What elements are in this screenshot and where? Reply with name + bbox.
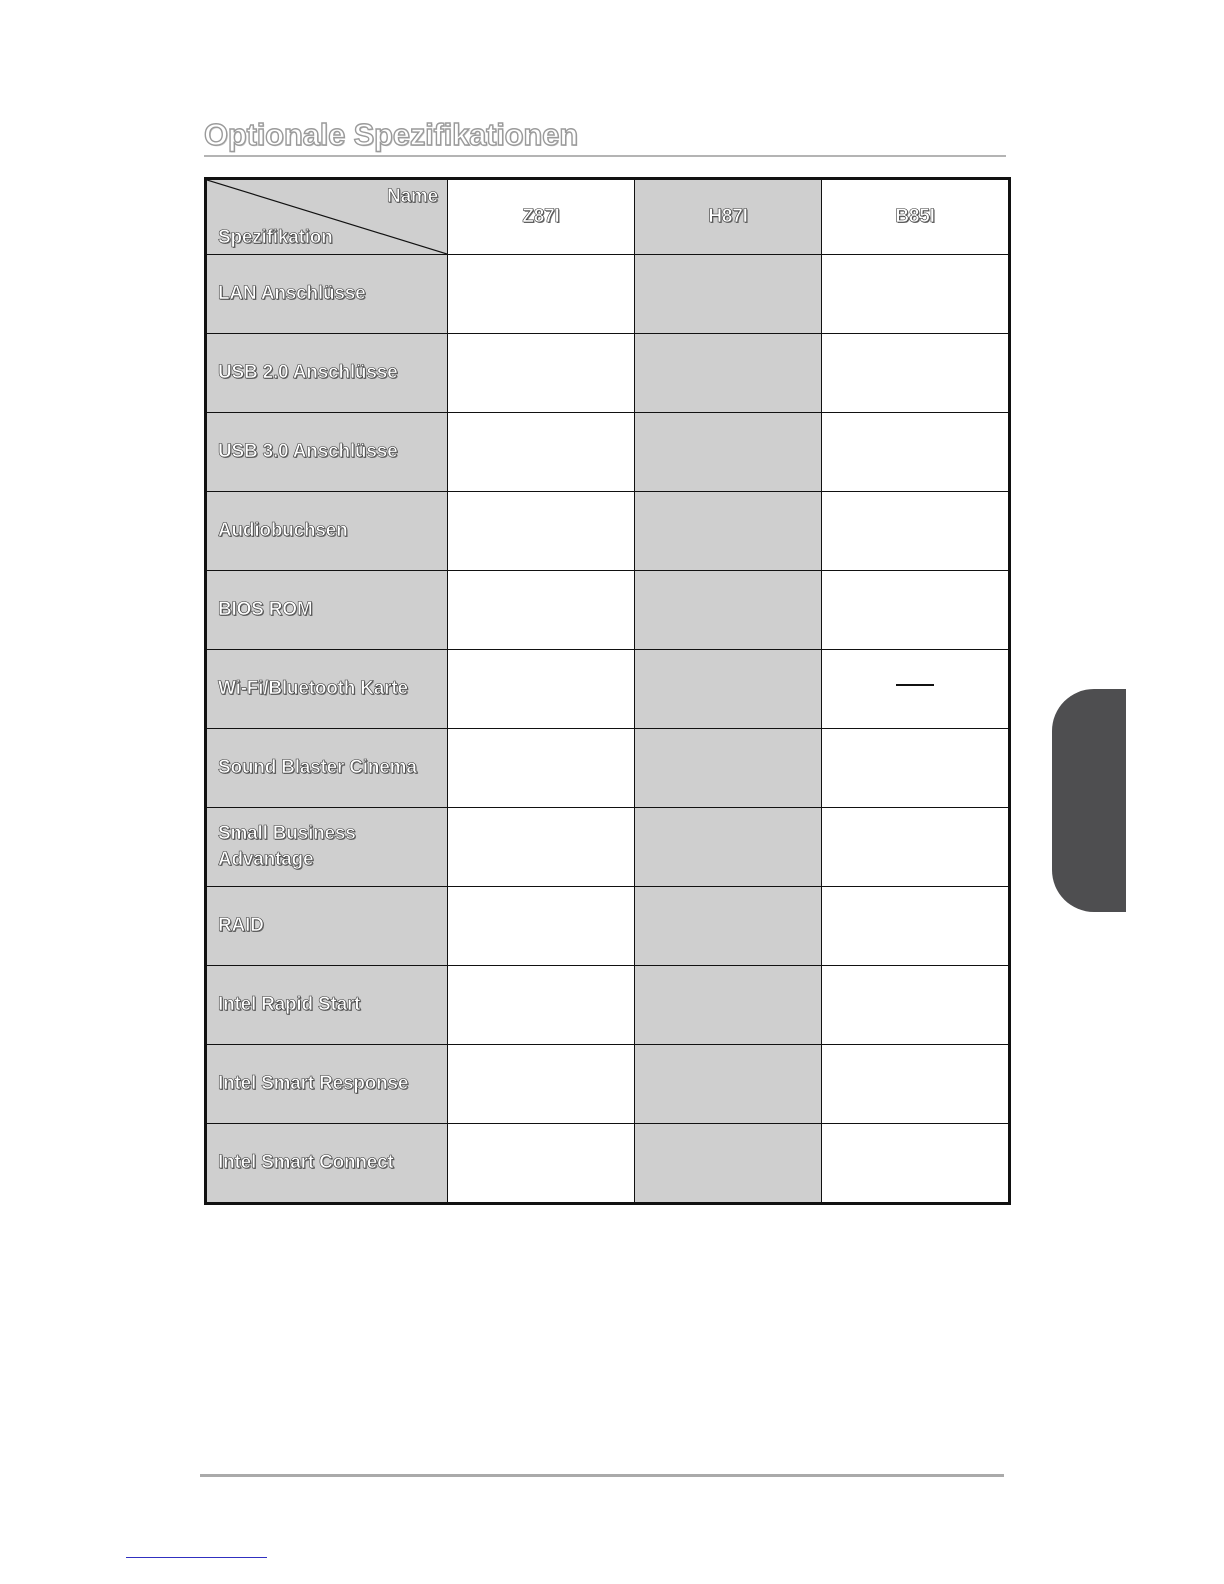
page-title: Optionale Spezifikationen <box>204 117 578 152</box>
row-label: Sound Blaster Cinema <box>218 757 417 778</box>
column-header-h87i: H87I <box>635 179 822 255</box>
value-cell <box>822 492 1010 571</box>
value-cell <box>822 729 1010 808</box>
value-cell <box>448 650 635 729</box>
value-cell <box>822 255 1010 334</box>
value-cell <box>635 808 822 887</box>
value-cell <box>635 966 822 1045</box>
table-row <box>206 492 1010 571</box>
value-cell <box>635 1124 822 1204</box>
table-row <box>206 1124 1010 1204</box>
table-body <box>206 255 1010 1204</box>
value-cell <box>448 1045 635 1124</box>
value-cell <box>448 808 635 887</box>
table-row <box>206 966 1010 1045</box>
row-label-cell <box>206 571 448 650</box>
value-cell <box>822 966 1010 1045</box>
value-cell <box>635 255 822 334</box>
value-cell <box>822 1124 1010 1204</box>
row-label: Wi-Fi/Bluetooth Karte <box>218 678 408 699</box>
row-label-cell <box>206 650 448 729</box>
value-cell <box>822 571 1010 650</box>
row-label-cell <box>206 887 448 966</box>
table-row <box>206 887 1010 966</box>
column-header-b85i: B85I <box>822 179 1010 255</box>
value-cell <box>635 334 822 413</box>
value-cell <box>635 887 822 966</box>
table-row <box>206 808 1010 887</box>
row-label: BIOS ROM <box>218 599 313 620</box>
column-header-z87i: Z87I <box>448 179 635 255</box>
value-cell <box>822 650 1010 729</box>
table-row <box>206 255 1010 334</box>
optional-specifications-table <box>204 177 1011 1205</box>
row-label-cell <box>206 966 448 1045</box>
corner-header-cell <box>206 179 448 255</box>
value-cell <box>822 334 1010 413</box>
row-label: USB 2.0 Anschlüsse <box>218 362 398 383</box>
value-cell <box>635 650 822 729</box>
row-label: Audiobuchsen <box>218 520 348 541</box>
row-label: Intel Smart Connect <box>218 1152 394 1173</box>
value-cell <box>635 492 822 571</box>
table-row <box>206 413 1010 492</box>
row-label-cell <box>206 1045 448 1124</box>
value-cell <box>448 334 635 413</box>
value-cell <box>822 808 1010 887</box>
not-available-dash <box>896 684 934 686</box>
table-row <box>206 571 1010 650</box>
row-label: LAN Anschlüsse <box>218 283 366 304</box>
value-cell <box>635 571 822 650</box>
value-cell <box>448 571 635 650</box>
row-label-cell <box>206 413 448 492</box>
row-label: RAID <box>218 915 264 936</box>
value-cell <box>448 255 635 334</box>
footer-divider <box>200 1474 1004 1477</box>
value-cell <box>448 1124 635 1204</box>
row-label-cell <box>206 255 448 334</box>
value-cell <box>448 887 635 966</box>
name-header-label: Name <box>387 186 438 207</box>
row-label: Small Business Advantage <box>218 823 356 870</box>
table-row <box>206 334 1010 413</box>
table-row <box>206 650 1010 729</box>
value-cell <box>448 729 635 808</box>
footer-link-underline <box>126 1557 267 1558</box>
row-label: Intel Smart Response <box>218 1073 409 1094</box>
specification-header-label: Spezifikation <box>218 227 333 248</box>
title-divider <box>204 155 1006 157</box>
row-label-cell <box>206 334 448 413</box>
row-label: Intel Rapid Start <box>218 994 361 1015</box>
value-cell <box>448 966 635 1045</box>
table-row <box>206 1045 1010 1124</box>
value-cell <box>822 413 1010 492</box>
chapter-side-tab <box>1052 689 1126 912</box>
value-cell <box>448 492 635 571</box>
row-label-cell <box>206 729 448 808</box>
table-header-row <box>206 179 1010 255</box>
row-label: USB 3.0 Anschlüsse <box>218 441 398 462</box>
value-cell <box>822 1045 1010 1124</box>
row-label-cell <box>206 492 448 571</box>
value-cell <box>635 729 822 808</box>
value-cell <box>635 1045 822 1124</box>
value-cell <box>822 887 1010 966</box>
value-cell <box>635 413 822 492</box>
value-cell <box>448 413 635 492</box>
row-label-cell <box>206 1124 448 1204</box>
row-label-cell <box>206 808 448 887</box>
table-row <box>206 729 1010 808</box>
